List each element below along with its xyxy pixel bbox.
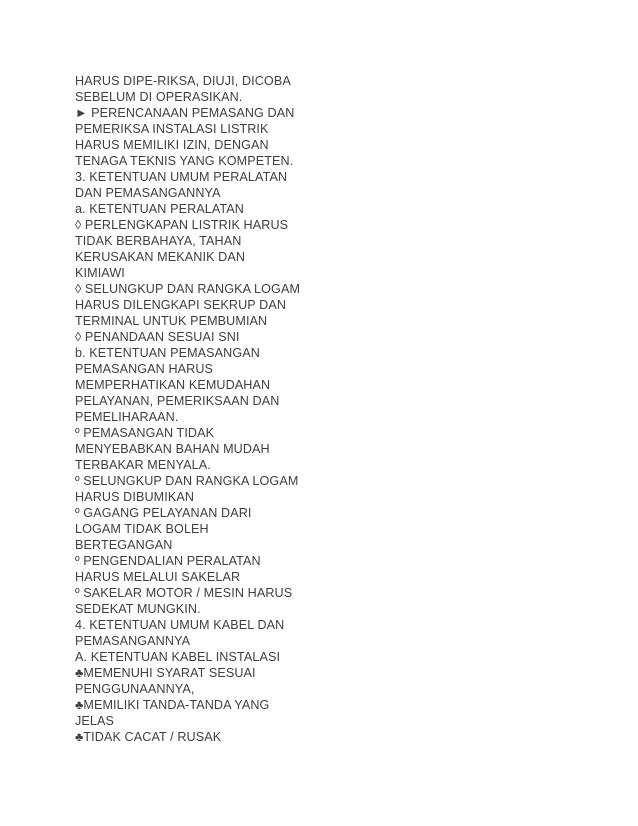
text-line: KERUSAKAN MEKANIK DAN xyxy=(75,250,246,264)
text-line: HARUS MEMILIKI IZIN, DENGAN xyxy=(75,138,269,152)
text-line: PEMERIKSA INSTALASI LISTRIK xyxy=(75,122,269,136)
text-line: TERMINAL UNTUK PEMBUMIAN xyxy=(75,314,268,328)
text-line: ♣TIDAK CACAT / RUSAK xyxy=(75,730,222,744)
text-line: HARUS DILENGKAPI SEKRUP DAN xyxy=(75,298,287,312)
text-line: º SAKELAR MOTOR / MESIN HARUS xyxy=(75,586,293,600)
text-line: BERTEGANGAN xyxy=(75,538,173,552)
text-line: º PENGENDALIAN PERALATAN xyxy=(75,554,261,568)
text-line: ◊ PENANDAAN SESUAI SNI xyxy=(75,330,240,344)
text-line: 3. KETENTUAN UMUM PERALATAN xyxy=(75,170,288,184)
text-line: PELAYANAN, PEMERIKSAAN DAN xyxy=(75,394,280,408)
text-line: ♣MEMILIKI TANDA-TANDA YANG xyxy=(75,698,270,712)
text-line: º PEMASANGAN TIDAK xyxy=(75,426,215,440)
text-line: A. KETENTUAN KABEL INSTALASI xyxy=(75,650,281,664)
text-line: ♣MEMENUHI SYARAT SESUAI xyxy=(75,666,256,680)
text-line: HARUS DIPE-RIKSA, DIUJI, DICOBA xyxy=(75,74,291,88)
text-line: PENGGUNAANNYA, xyxy=(75,682,195,696)
text-line: PEMASANGANNYA xyxy=(75,634,191,648)
text-line: PEMELIHARAAN. xyxy=(75,410,179,424)
text-line: ◊ SELUNGKUP DAN RANGKA LOGAM xyxy=(75,282,301,296)
text-line: PEMASANGAN HARUS xyxy=(75,362,214,376)
text-line: SEBELUM DI OPERASIKAN. xyxy=(75,90,243,104)
text-line: HARUS DIBUMIKAN xyxy=(75,490,195,504)
text-line: MENYEBABKAN BAHAN MUDAH xyxy=(75,442,270,456)
text-line: TERBAKAR MENYALA. xyxy=(75,458,211,472)
text-line: LOGAM TIDAK BOLEH xyxy=(75,522,209,536)
text-line: º GAGANG PELAYANAN DARI xyxy=(75,506,252,520)
text-line: b. KETENTUAN PEMASANGAN xyxy=(75,346,260,360)
text-line: MEMPERHATIKAN KEMUDAHAN xyxy=(75,378,271,392)
text-line: TENAGA TEKNIS YANG KOMPETEN. xyxy=(75,154,294,168)
text-line: DAN PEMASANGANNYA xyxy=(75,186,221,200)
text-line: HARUS MELALUI SAKELAR xyxy=(75,570,241,584)
text-line: ◊ PERLENGKAPAN LISTRIK HARUS xyxy=(75,218,289,232)
text-line: JELAS xyxy=(75,714,115,728)
text-line: TIDAK BERBAHAYA, TAHAN xyxy=(75,234,242,248)
document-text xyxy=(75,73,315,745)
text-line: 4. KETENTUAN UMUM KABEL DAN xyxy=(75,618,285,632)
text-line: ► PERENCANAAN PEMASANG DAN xyxy=(75,106,295,120)
text-line: KIMIAWI xyxy=(75,266,125,280)
text-line: º SELUNGKUP DAN RANGKA LOGAM xyxy=(75,474,299,488)
text-line: a. KETENTUAN PERALATAN xyxy=(75,202,244,216)
text-line: SEDEKAT MUNGKIN. xyxy=(75,602,201,616)
